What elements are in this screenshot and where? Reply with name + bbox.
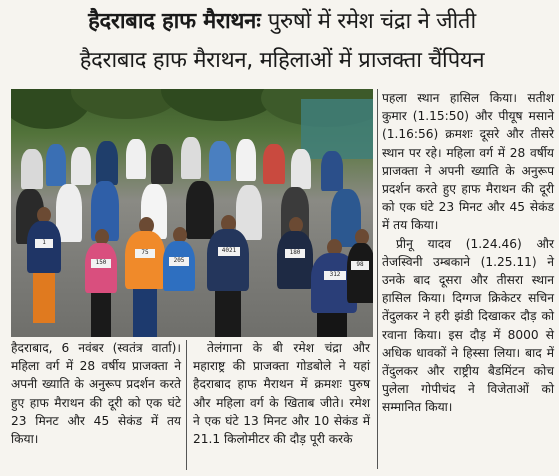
runner-legs bbox=[133, 289, 157, 337]
left-column bbox=[11, 339, 181, 448]
runner bbox=[126, 139, 146, 179]
headline-line-1 bbox=[8, 4, 556, 40]
runner bbox=[291, 149, 311, 189]
right-column bbox=[382, 89, 554, 417]
runner bbox=[186, 181, 214, 239]
runner bbox=[321, 151, 343, 191]
runner-bib: 312 bbox=[324, 271, 346, 280]
runner-bib: 4021 bbox=[218, 247, 240, 256]
runner-bib: 205 bbox=[169, 257, 189, 266]
right-column-para-2: प्रीनू यादव (1.24.46) और तेजस्विनी उम्बकाने (1.25.11) ने उनके बाद दूसरा और तीसरा स्थान हासिल किया। दिग्गज क्रिकेटर सचिन तेंदुलकर ने हरी झंडी दिखाकर दौड़ को रवाना किया। इस दौड़ में 8000 से अधिक धावकों ने हिस्सा लिया। बाद में तेंदुलकर और राष्ट्रीय बैडमिंटन कोच पुलेला गोपीचंद ने विजेताओं को सम्मानित किया। bbox=[382, 236, 554, 415]
runner-bib: 1 bbox=[35, 239, 53, 248]
runner-bib: 98 bbox=[351, 261, 369, 270]
runner bbox=[263, 144, 285, 184]
runner-legs bbox=[215, 291, 241, 337]
column-divider bbox=[377, 89, 378, 469]
runner-front bbox=[347, 243, 373, 303]
runner-front bbox=[277, 231, 313, 289]
runner bbox=[181, 137, 201, 179]
headline-rest-part: पुरुषों में रमेश चंद्रा ने जीती bbox=[267, 9, 476, 34]
runner-legs bbox=[91, 293, 111, 337]
runner-front bbox=[125, 231, 165, 289]
runner-front bbox=[207, 229, 249, 291]
middle-column bbox=[193, 339, 370, 448]
runner bbox=[71, 147, 91, 185]
headline-bold-part: हैदराबाद हाफ मैराथनः bbox=[88, 9, 261, 34]
column-divider bbox=[186, 340, 187, 470]
right-column-para-1: पहला स्थान हासिल किया। सतीश कुमार (1.15:50) और पीयूष मसाने (1.16:56) क्रमशः दूसरे और तीसरे स्थान पर रहे। महिला वर्ग में 28 वर्षीय प्राजक्ता ने अपनी ख्याति के अनुरूप प्रदर्शन करते हुए हाफ मैराथन की दूरी को एक घंटे 23 मिनट और 45 सेकंड में तय किया। bbox=[382, 91, 554, 233]
runner-legs bbox=[33, 273, 55, 323]
runner-front bbox=[163, 241, 195, 291]
runner bbox=[209, 141, 231, 181]
middle-column-text: तेलंगाना के बी रमेश चंद्रा और महाराष्ट्र की प्राजक्ता गोडबोले ने यहां हैदराबाद हाफ मैराथन में क्रमशः पुरुष और महिला वर्ग के खिताब जीते। रमेश ने एक घंटे 13 मिनट और 10 सेकंड में 21.1 किलोमीटर की दौड़ पूरी करके bbox=[193, 341, 370, 447]
left-column-text: हैदराबाद, 6 नवंबर (स्वतंत्र वार्ता)। महिला वर्ग में 28 वर्षीय प्राजक्ता ने अपनी ख्याति के अनुरूप प्रदर्शन करते हुए हाफ मैराथन की दूरी को एक घंटे 23 मिनट और 45 सेकंड में तय किया। bbox=[11, 341, 181, 447]
runner bbox=[236, 139, 256, 181]
runner-bib: 180 bbox=[285, 249, 305, 258]
runner-front bbox=[85, 243, 117, 293]
runner-legs bbox=[317, 313, 347, 337]
runner-bib: 150 bbox=[91, 259, 111, 268]
runner bbox=[96, 141, 118, 185]
headline-line-2: हैदराबाद हाफ मैराथन, महिलाओं में प्राजक्ता चैंपियन bbox=[79, 48, 485, 73]
runner-bib: 75 bbox=[135, 249, 155, 258]
marathon-photo bbox=[11, 89, 373, 337]
runner bbox=[151, 144, 173, 184]
barrier bbox=[301, 99, 373, 159]
runner bbox=[21, 149, 43, 189]
runner bbox=[46, 144, 66, 186]
